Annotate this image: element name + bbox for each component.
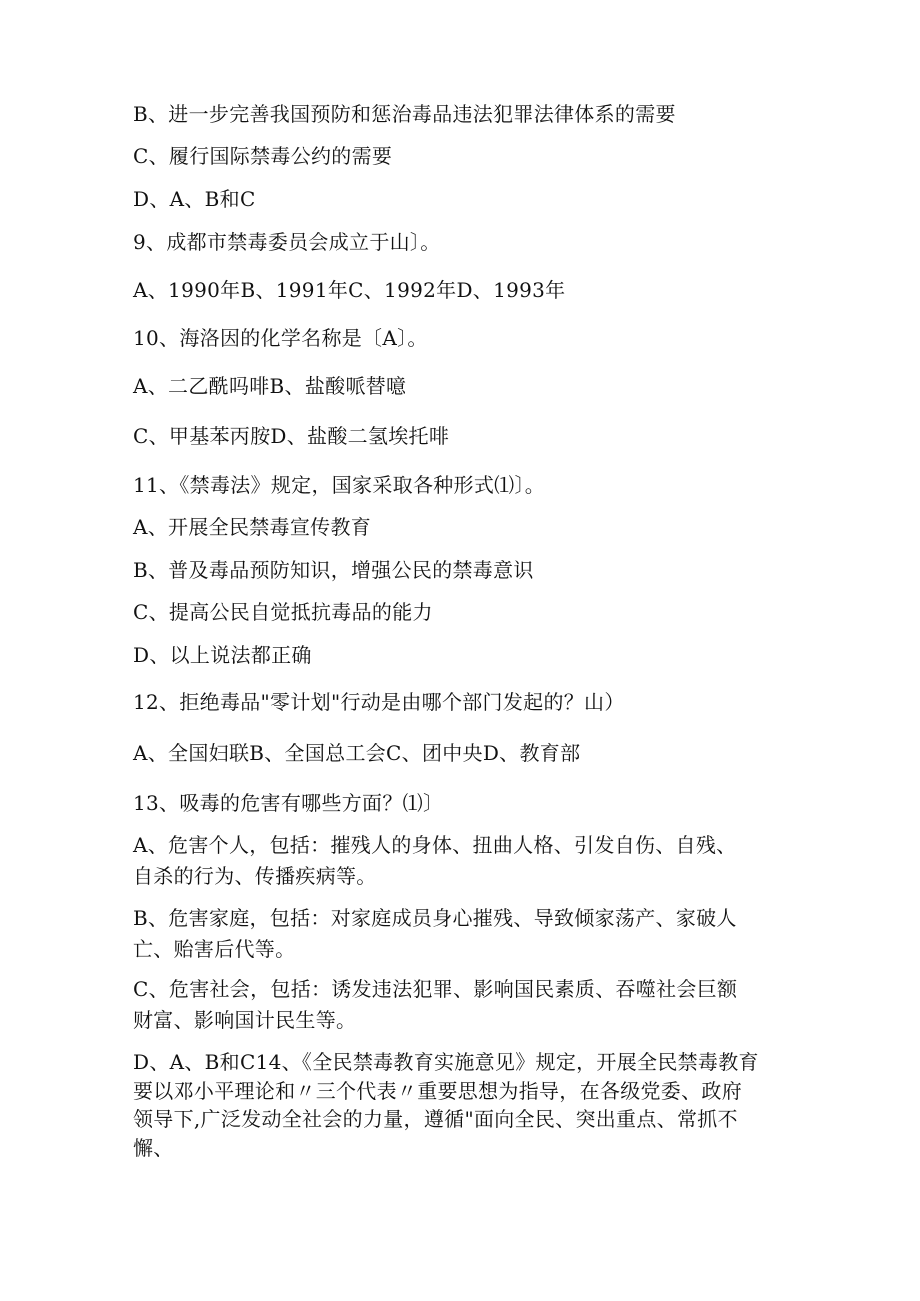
question-10-options-ab: A、二乙酰吗啡B、盐酸哌替噫 [133,374,407,398]
question-14-line3: 领导下,广泛发动全社会的力量，遵循"面向全民、突出重点、常抓不 [133,1107,738,1131]
question-11-option-b: B、普及毒品预防知识，增强公民的禁毒意识 [133,558,534,582]
question-11-option-a: A、开展全民禁毒宣传教育 [133,515,372,539]
question-9: 9、成都市禁毒委员会成立于山〕。 [133,230,441,254]
question-11-option-c: C、提高公民自觉抵抗毒品的能力 [133,600,433,624]
question-13: 13、吸毒的危害有哪些方面？⑴〕 [133,791,444,815]
question-13-option-a-line2: 自杀的行为、传播疾病等。 [133,864,377,888]
question-13-option-b-line1: B、危害家庭，包括：对家庭成员身心摧残、导致倾家荡产、家破人 [133,906,737,930]
question-14-line4: 懈、 [133,1136,174,1160]
question-13-option-c-line2: 财富、影响国计民生等。 [133,1008,357,1032]
question-10-options-cd: C、甲基苯丙胺D、盐酸二氢埃托啡 [133,424,450,448]
question-13-option-a-line1: A、危害个人，包括：摧残人的身体、扭曲人格、引发自伤、自残、 [133,833,737,857]
option-d-text: D、A、B和C [133,187,256,211]
question-9-options: A、1990年B、1991年C、1992年D、1993年 [133,278,566,302]
question-12: 12、拒绝毒品"零计划"行动是由哪个部门发起的？山） [133,690,625,714]
question-11-option-d: D、以上说法都正确 [133,643,312,667]
option-c-text: C、履行国际禁毒公约的需要 [133,144,393,168]
question-12-options: A、全国妇联B、全国总工会C、团中央D、教育部 [133,741,581,765]
question-14-line1: D、A、B和C14、《全民禁毒教育实施意见》规定，开展全民禁毒教育 [133,1050,759,1074]
question-14-line2: 要以邓小平理论和〃三个代表〃重要思想为指导，在各级党委、政府 [133,1079,742,1103]
question-13-option-b-line2: 亡、贻害后代等。 [133,937,296,961]
question-11: 11、《禁毒法》规定，国家采取各种形式⑴〕。 [133,473,546,497]
option-b-text: B、进一步完善我国预防和惩治毒品违法犯罪法律体系的需要 [133,102,676,126]
question-10: 10、海洛因的化学名称是〔A〕。 [133,326,428,350]
question-13-option-c-line1: C、危害社会，包括：诱发违法犯罪、影响国民素质、吞噬社会巨额 [133,977,738,1001]
